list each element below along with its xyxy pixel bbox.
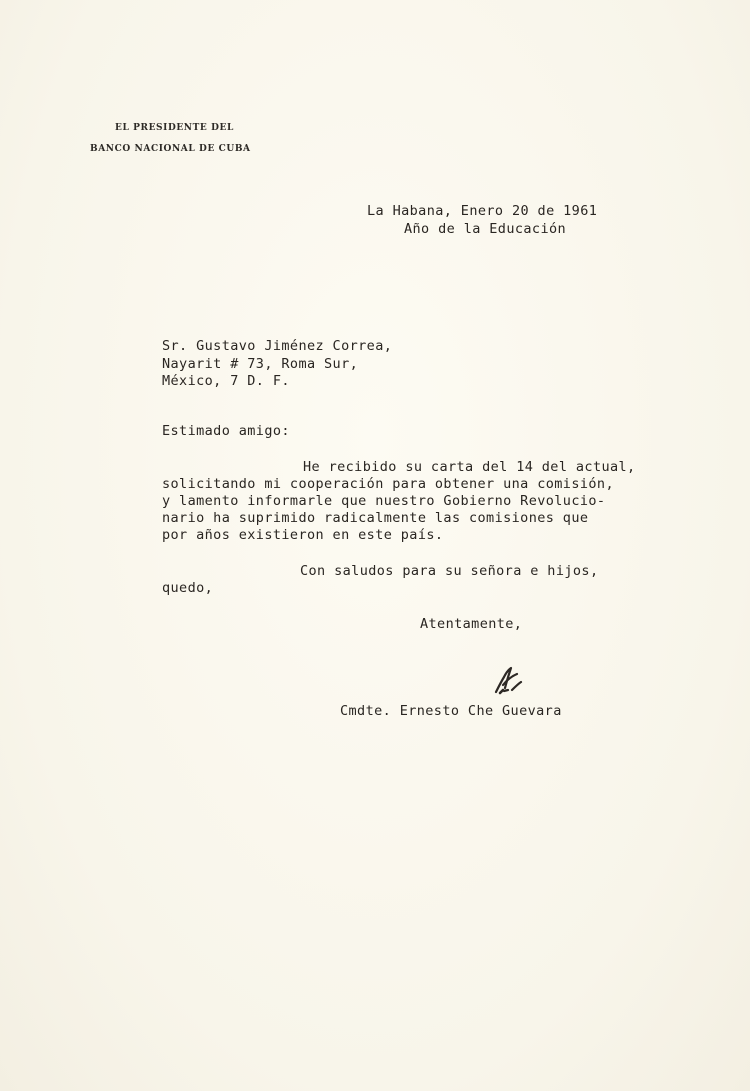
date-line: La Habana, Enero 20 de 1961 (367, 203, 598, 219)
letterhead-title: EL PRESIDENTE DEL (115, 123, 234, 133)
letterhead-institution: BANCO NACIONAL DE CUBA (90, 144, 251, 154)
body-line: por años existieron en este país. (162, 527, 444, 543)
body-line: He recibido su carta del 14 del actual, (303, 459, 636, 475)
year-motto: Año de la Educación (404, 221, 567, 237)
recipient-city: México, 7 D. F. (162, 373, 290, 389)
closing-regards: Con saludos para su señora e hijos, (300, 563, 599, 579)
closing-sincerely: Atentamente, (420, 616, 523, 632)
recipient-name: Sr. Gustavo Jiménez Correa, (162, 338, 393, 354)
body-line: solicitando mi cooperación para obtener una comisión, (162, 476, 614, 492)
body-line: y lamento informarle que nuestro Gobierno Revolucio- (162, 493, 606, 509)
recipient-street: Nayarit # 73, Roma Sur, (162, 356, 359, 372)
body-line: nario ha suprimido radicalmente las comisiones que (162, 510, 589, 526)
signatory-name: Cmdte. Ernesto Che Guevara (340, 703, 562, 719)
closing-remain: quedo, (162, 580, 214, 596)
salutation: Estimado amigo: (162, 423, 290, 439)
handwritten-signature (490, 660, 530, 700)
